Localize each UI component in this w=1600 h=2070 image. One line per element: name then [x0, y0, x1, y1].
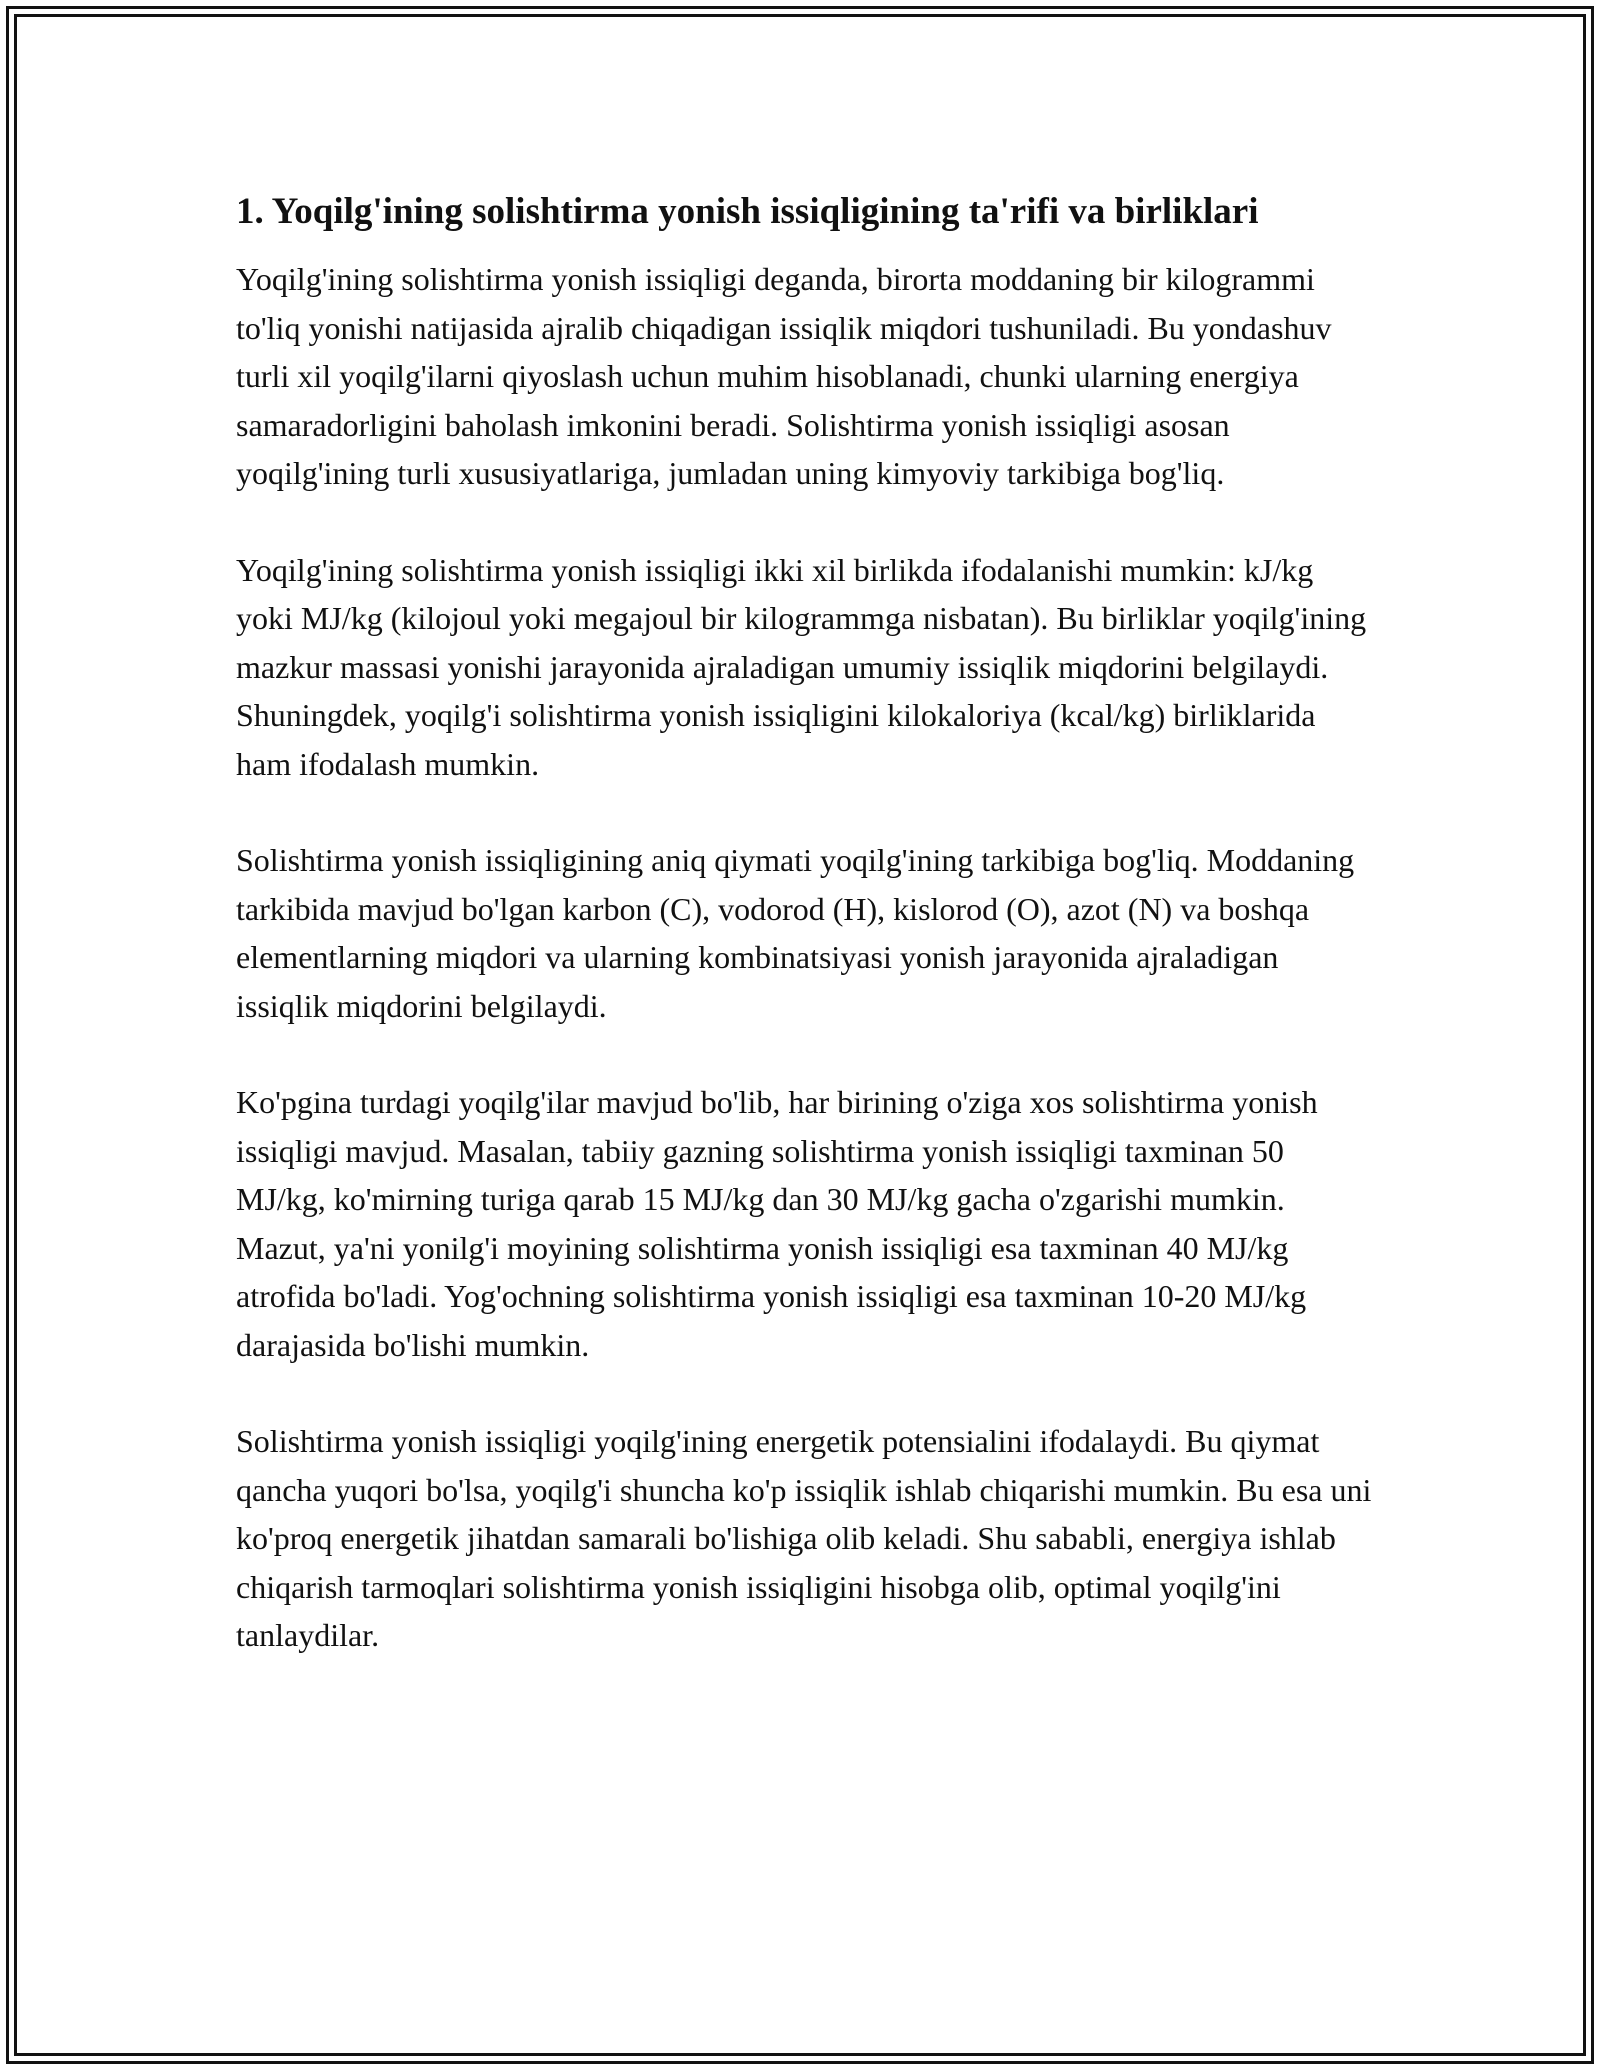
- paragraph-composition: Solishtirma yonish issiqligining aniq qiymati yoqilg'ining tarkibiga bog'liq. Moddaning tarkibida mavjud bo'lgan karbon (C), vodorod (H), kislorod (O), azot (N) va boshqa elementlarning miqdori va ularning kombinatsiyasi yonish jarayonida ajraladigan issiqlik miqdorini belgilaydi.: [236, 842, 1355, 1024]
- document-body: [236, 186, 1376, 1708]
- paragraph-energy-potential: Solishtirma yonish issiqligi yoqilg'ining energetik potensialini ifodalaydi. Bu qiymat qancha yuqori bo'lsa, yoqilg'i shuncha ko'p issiqlik ishlab chiqarishi mumkin. Bu esa uni ko'proq energetik jihatdan samarali bo'lishiga olib keladi. Shu sababli, energiya ishlab chiqarish tarmoqlari solishtirma yonish issiqligini hisobga olib, optimal yoqilg'ini tanlaydilar.: [236, 1423, 1372, 1653]
- paragraph-definition: Yoqilg'ining solishtirma yonish issiqligi deganda, birorta moddaning bir kilogrammi to'liq yonishi natijasida ajralib chiqadigan issiqlik miqdori tushuniladi. Bu yondashuv turli xil yoqilg'ilarni qiyoslash uchun muhim hisoblanadi, chunki ularning energiya samaradorligini baholash imkonini beradi. Solishtirma yonish issiqligi asosan yoqilg'ining turli xususiyatlariga, jumladan uning kimyoviy tarkibiga bog'liq.: [236, 261, 1332, 491]
- paragraph-units: Yoqilg'ining solishtirma yonish issiqligi ikki xil birlikda ifodalanishi mumkin: kJ/kg yoki MJ/kg (kilojoul yoki megajoul bir kilogrammga nisbatan). Bu birliklar yoqilg'ining mazkur massasi yonishi jarayonida ajraladigan umumiy issiqlik miqdorini belgilaydi. Shuningdek, yoqilg'i solishtirma yonish issiqligini kilokaloriya (kcal/kg) birliklarida ham ifodalash mumkin.: [236, 551, 1367, 782]
- paragraph-fuel-examples: Ko'pgina turdagi yoqilg'ilar mavjud bo'lib, har birining o'ziga xos solishtirma yonish issiqligi mavjud. Masalan, tabiiy gazning solishtirma yonish issiqligi taxminan 50 MJ/kg, ko'mirning turiga qarab 15 MJ/kg dan 30 MJ/kg gacha o'zgarishi mumkin. Mazut, ya'ni yonilg'i moyining solishtirma yonish issiqligi esa taxminan 40 MJ/kg atrofida bo'ladi. Yog'ochning solishtirma yonish issiqligi esa taxminan 10-20 MJ/kg darajasida bo'lishi mumkin.: [236, 1084, 1318, 1363]
- section-heading: 1. Yoqilg'ining solishtirma yonish issiqligining ta'rifi va birliklari: [236, 191, 1259, 232]
